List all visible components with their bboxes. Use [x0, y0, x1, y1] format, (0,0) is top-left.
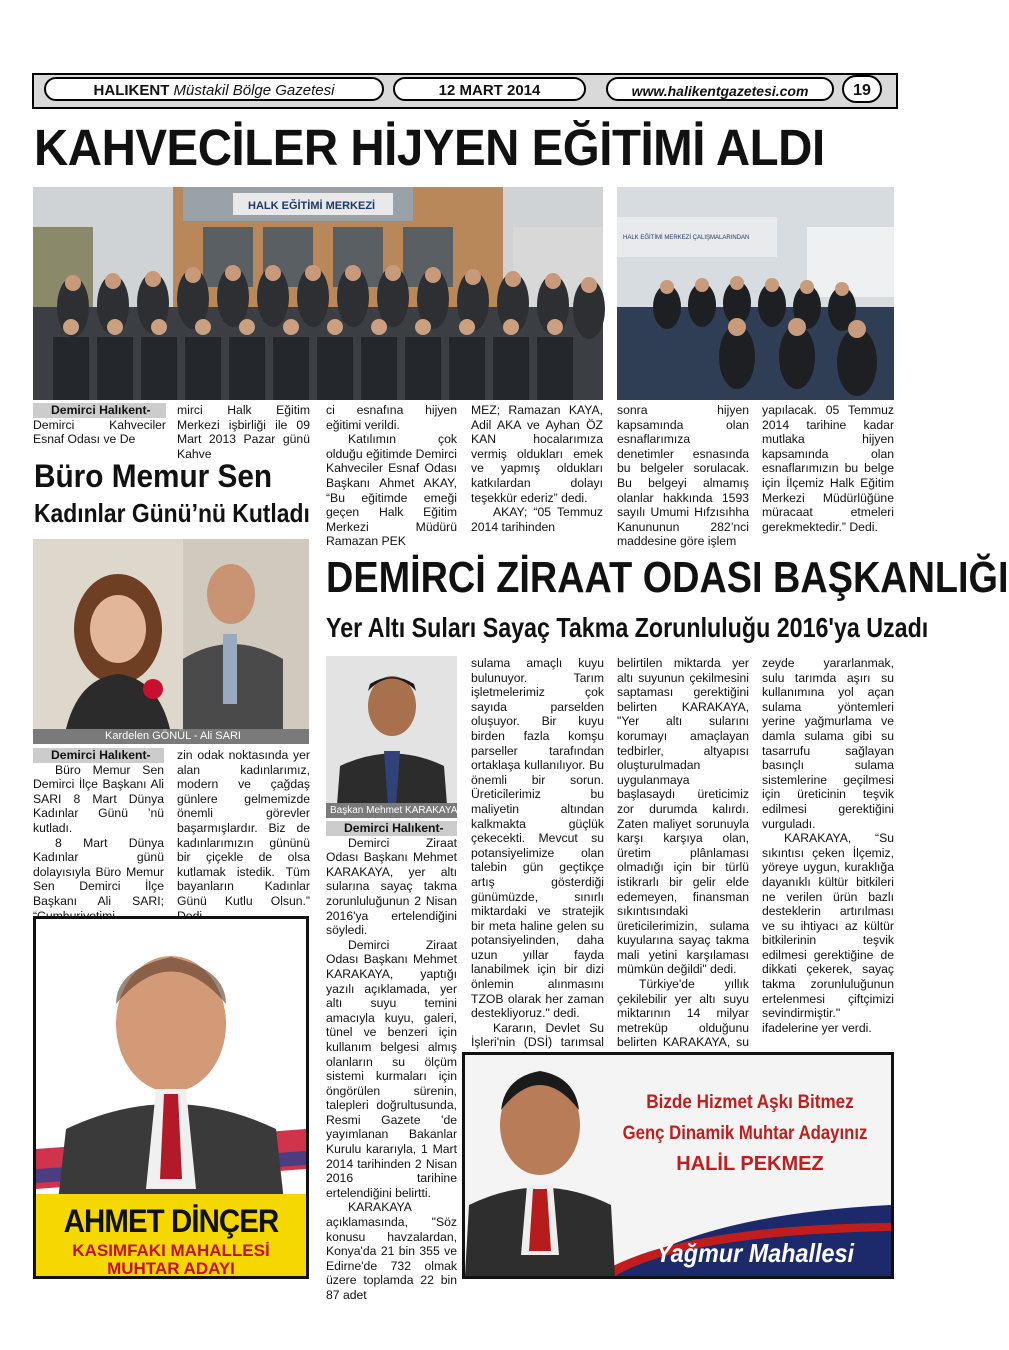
- ad-halil-pekmez: [462, 1052, 894, 1279]
- story1-col6: [762, 403, 894, 533]
- group-photo-illustration: [33, 187, 603, 400]
- story1-col2-text: mirci Halk Eğitim Merkezi işbirliği ile 09 Mart 2013 Pazar günü Kahve: [177, 403, 310, 461]
- womens-day-photo: [33, 539, 309, 744]
- story3-headline: DEMİRCİ ZİRAAT ODASI BAŞKANLIĞI: [326, 553, 1009, 602]
- paper-name: HALIKENT: [93, 82, 170, 99]
- story3-col4-text: zeyde yararlanmak, sulu tarımda aşırı su kullanımına yol açan sulama yöntemleri yerine yağmurlama ve damla sulama gibi su tasarrufu sağlayan basınçlı sulama sistemlerine geçilmesi için üreticinin teşvik edilmesi gerektiğini vurguladı.: [762, 656, 894, 831]
- story2-col1: [33, 748, 164, 913]
- story3-col3b-text: Türkiye'de yıllık çekilebilir yer altı suyu miktarının 14 milyar metreküp olduğunu belirten KARAKAYA, su: [617, 977, 749, 1050]
- story2-lead: Demirci Halıkent-: [33, 748, 164, 763]
- story1-col6-text: yapılacak. 05 Temmuz 2014 tarihine kadar mutlaka hijyen kapsamında olan esnaflarımızın bu belge için İlçemiz Halk Eğitim Merkezi Müdürlüğüne müracaat etmeleri gerekmektedir.” Dedi.: [762, 403, 894, 534]
- womens-day-photo-illustration: [33, 539, 309, 744]
- ad-left-name: AHMET DİNÇER: [63, 1203, 279, 1239]
- story1-col4-text: MEZ; Ramazan KAYA, Adil AKA ve Ayhan ÖZ KAN hocalarımıza vermiş oldukları emek ve yapmış oldukları katkılardan dolayı teşekkür ederiz” dedi.: [471, 403, 603, 505]
- story2-col1-text: Büro Memur Sen Demirci İlçe Başkanı Ali SARI 8 Mart Dünya Kadınlar Günü ’nü kutladı.: [33, 762, 164, 835]
- story1-col2: [177, 403, 310, 461]
- classroom-banner-text: HALK EĞİTİMİ MERKEZİ ÇALIŞMALARINDAN: [623, 235, 750, 241]
- main-headline: KAHVECİLER HİJYEN EĞİTİMİ ALDI: [34, 119, 825, 176]
- story1-col3b-text: Katılımın çok olduğu eğitimde Demirci Kahveciler Esnaf Odası Başkanı Ahmet AKAY, “Bu eğitimde emeği geçen Halk Eğitim Merkezi Müdürü Ramazan PEK: [326, 432, 457, 549]
- ad-left-line3: MUHTAR ADAYI: [107, 1259, 235, 1278]
- page-number: 19: [842, 75, 882, 103]
- story1-col1: [33, 403, 166, 448]
- paper-tagline: Müstakil Bölge Gazetesi: [173, 82, 335, 99]
- story3-lead: Demirci Halıkent-: [326, 821, 457, 836]
- story3-col2b-text: Kararın, Devlet Su İşleri'nin (DSİ) tarımsal: [471, 1020, 604, 1050]
- story3-col1c-text: KARAKAYA açıklamasında, "Söz konusu havzalardan, Konya'da 21 bin 355 ve Edirne'de 732 olmak üzere toplamda 22 bin 87 adet: [326, 1200, 457, 1302]
- story1-col3: [326, 403, 457, 549]
- ad-right-area: Yağmur Mahallesi: [655, 1238, 855, 1268]
- classroom-photo-illustration: [617, 187, 894, 400]
- karakaya-photo-illustration: [326, 656, 457, 818]
- ad-left-line2: KASIMFAKI MAHALLESİ: [72, 1241, 270, 1260]
- paper-name-pill: [44, 77, 384, 101]
- story1-col5: [617, 403, 749, 549]
- story3-col3: [617, 656, 749, 1048]
- story3-col1: [326, 821, 457, 1302]
- story2-title-line2: Kadınlar Günü’nü Kutladı: [34, 498, 310, 528]
- karakaya-photo: [326, 656, 457, 818]
- karakaya-caption: Başkan Mehmet KARAKAYA: [326, 803, 457, 818]
- story2-col1b-text: 8 Mart Dünya Kadınlar günü dolayısıyla Büro Memur Sen Demirci İlçe Başkanı Ali SARI;: [33, 835, 164, 908]
- story2-col2-text: zin odak noktasında yer alan kadınlarımız, modern ve çağdaş günlere gelmemizde önemli görevler başarmışlardır. Biz de kadınlarımızın gününü bir çiçekle de olsa kutlamak istedik. Tüm bayanların Kadınlar Günü Kutlu Olsun.”: [177, 748, 310, 908]
- story3-col1-text: Demirci Ziraat Odası Başkanı Mehmet KARAKAYA, yer altı sularına sayaç takma zorunluluğunun 2 Nisan 2016'ya ertelendiğini söyledi.: [326, 835, 457, 938]
- story3-subhead: Yer Altı Suları Sayaç Takma Zorunluluğu 2016'ya Uzadı: [326, 612, 929, 643]
- story1-col4b-text: AKAY; “05 Temmuz 2014 tarihinden: [471, 505, 603, 534]
- story3-col1b-text: Demirci Ziraat Odası Başkanı Mehmet KARAKAYA, yaptığı yazılı açıklamada, yer altı suyu temini amacıyla kuyu, galeri, tünel ve benzeri için kullanım belgesi almış olanların su ölçüm sistemi kurmaları için öngörülen sürenin, talepleri doğrultusunda, Resmi Gazete 'de yayımlanan Bakanlar Kurulu kararıyla, 1 Mart 2014 tarihinden 2 Nisan 2016 tarihine ertelendiğini belirtti.: [326, 937, 457, 1200]
- ad-ahmet-dincer: [33, 916, 309, 1279]
- story1-col3-text: ci esnafına hijyen eğitimi verildi.: [326, 403, 457, 432]
- story3-col4: [762, 656, 894, 1048]
- story3-col2: [471, 656, 604, 1048]
- issue-date: 12 MART 2014: [393, 77, 586, 101]
- classroom-photo: [617, 187, 894, 400]
- building-sign-text: HALK EĞİTİMİ MERKEZİ: [248, 200, 376, 212]
- ad-right-name: HALİL PEKMEZ: [676, 1153, 824, 1175]
- story1-col4: [471, 403, 603, 533]
- story3-col4b-text: KARAKAYA, “Su sıkıntısı çeken İlçemiz, yöreye uygun, kuraklığa dayanıklı kültür bitkileri ne verilen ürün bazlı desteklerin artırılması ve su ihtiyacı az kültür bitkilerinin teşvik edilmesi gerektiğine de dikkati çekerek, sayaç takma zorunluluğunun ertelenmesi çiftçimizi sevindirmiştir." ifadelerine yer verdi.: [762, 831, 894, 1035]
- story1-col1-text: Demirci Kahveciler Esnaf Odası ve De: [33, 417, 166, 447]
- story3-col3-text: belirtilen miktarda yer altı suyunun çekilmesini saptaması gerektiğini belirten KARAKAYA, "Yer altı sularını korumayı amaçlayan tedbirler, altyapısı oluşturulmadan uygulanmaya başlasaydı üreticimiz zor durumda kalırdı. Zaten maliyet sorunuyla karşı karşıya olan, üretim plânlaması olmadığı için bir türlü istikrarlı bir gelir elde edemeyen, finansman sıkıntısındaki üreticilerimizin, sulama kuyularına sayaç takma mali yetini karşılaması mümkün değildi" dedi.: [617, 656, 749, 977]
- story1-col5-text: sonra hijyen kapsamında olan esnaflarımıza denetimler esnasında bu belgeler sorulacak. Bu belgeyi almamış olanlar hakkında 1593 sayılı Umumi Hıfzısıhha Kanununun 282’nci maddesine göre işlem: [617, 403, 749, 549]
- womens-day-caption: Kardelen GÖNÜL - Ali SARI: [33, 729, 309, 744]
- story1-lead: Demirci Halıkent-: [33, 403, 166, 418]
- group-photo: [33, 187, 603, 400]
- ad-right-line1: Bizde Hizmet Aşkı Bitmez: [646, 1092, 854, 1113]
- story3-col2-text: sulama amaçlı kuyu bulunuyor. Tarım işletmelerimiz çok sayıda parselden oluşuyor. Bir kuyu birden fazla komşu parseller tarafından ortaklaşa kullanılıyor. Bu önemli bir sorun. Üreticilerimiz bu maliyetin altından kalkmakta güçlük çekecekti. Mevcut su potansiyelimize olan talebin gün geçtikçe artış gösterdiği günümüzde, sınırlı miktardaki ve stratejik bir meta haline gelen su potansiyelinden, daha uzun yıllar fayda lanabilmek için bir dizi önlemin alınmasını TZOB olarak her zaman destekliyoruz." dedi.: [471, 656, 604, 1021]
- story2-col2: [177, 748, 310, 913]
- website-link[interactable]: www.halikentgazetesi.com: [606, 77, 834, 101]
- ad-right-line2: Genç Dinamik Muhtar Adayınız: [622, 1123, 868, 1144]
- story2-title-line1: Büro Memur Sen: [34, 458, 273, 494]
